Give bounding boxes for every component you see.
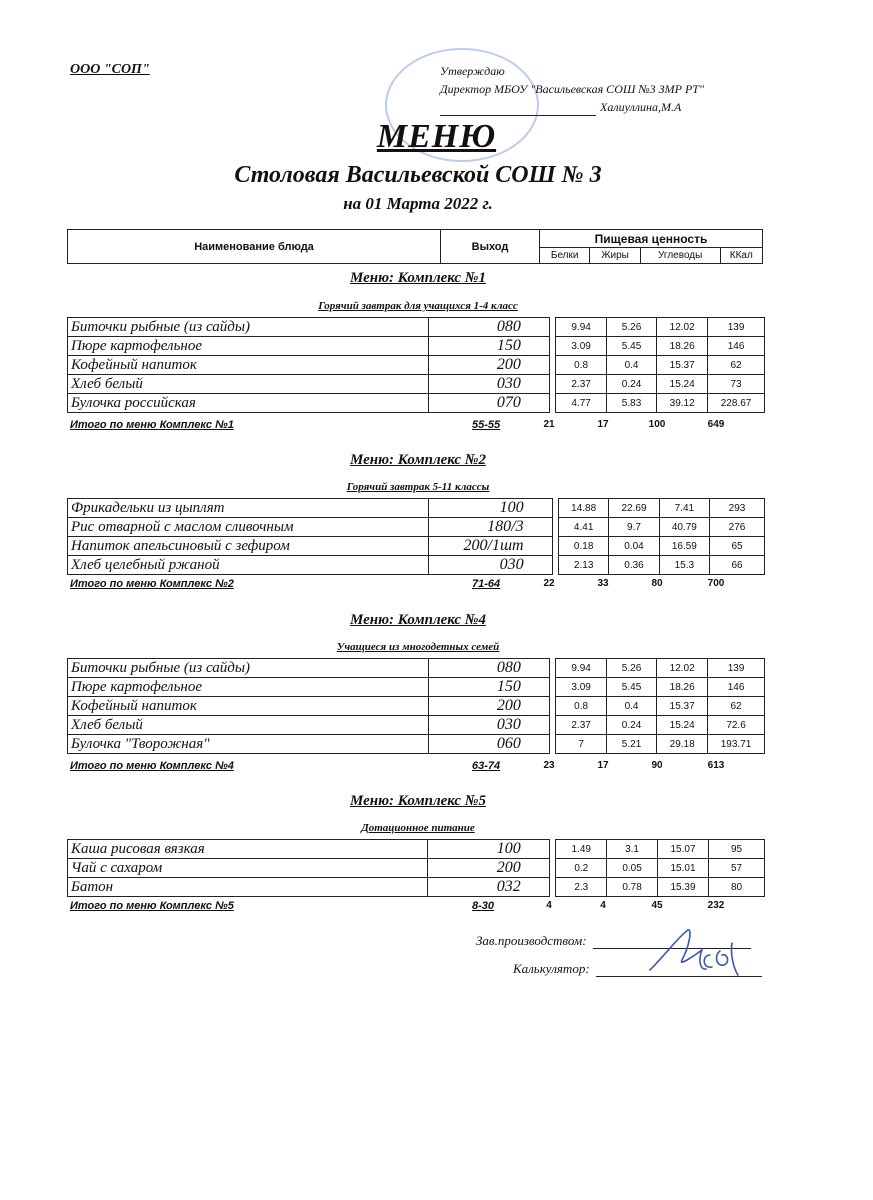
total-carbs: 45 <box>651 900 663 911</box>
header-dish-name: Наименование блюда <box>68 230 441 264</box>
dish-carbs: 15.3 <box>659 556 709 575</box>
dish-output: 180/3 <box>429 518 552 537</box>
total-row <box>70 900 770 916</box>
total-fat: 17 <box>597 419 609 430</box>
total-protein: 4 <box>546 900 552 911</box>
dish-fat: 0.36 <box>609 556 659 575</box>
total-output: 63-74 <box>472 760 501 772</box>
section-title: Меню: Комплекс №1 <box>350 270 486 286</box>
page-subtitle: Столовая Васильевской СОШ № 3 <box>234 162 602 188</box>
table-row <box>68 859 765 878</box>
total-row <box>70 760 770 776</box>
section-title: Меню: Комплекс №4 <box>350 612 486 628</box>
table-row <box>68 518 765 537</box>
section-title: Меню: Комплекс №5 <box>350 793 486 809</box>
total-label: Итого по меню Комплекс №1 <box>70 419 234 431</box>
section-subtitle: Дотационное питание <box>361 822 475 834</box>
dish-kcal: 146 <box>708 678 765 697</box>
dish-carbs: 15.07 <box>657 840 708 859</box>
dish-protein: 2.37 <box>556 375 606 394</box>
dish-fat: 5.21 <box>606 735 656 754</box>
dish-protein: 0.18 <box>558 537 608 556</box>
total-carbs: 100 <box>648 419 666 430</box>
dish-fat: 9.7 <box>609 518 659 537</box>
section-subtitle: Учащиеся из многодетных семей <box>336 641 500 653</box>
dish-carbs: 15.37 <box>657 697 708 716</box>
dish-carbs: 15.37 <box>657 356 708 375</box>
dish-fat: 0.24 <box>606 375 656 394</box>
dish-name: Хлеб белый <box>68 375 429 394</box>
dish-protein: 2.13 <box>558 556 608 575</box>
dish-output: 080 <box>428 318 549 337</box>
section-title: Меню: Комплекс №2 <box>350 452 486 468</box>
table-row <box>68 659 765 678</box>
dish-carbs: 18.26 <box>657 678 708 697</box>
dish-output: 030 <box>429 556 552 575</box>
total-carbs: 90 <box>651 760 663 771</box>
table-row <box>68 878 765 897</box>
menu-table <box>67 498 765 575</box>
table-row <box>68 735 765 754</box>
total-output: 55-55 <box>472 419 501 431</box>
dish-protein: 9.94 <box>556 659 606 678</box>
header-fat: Жиры <box>590 248 640 264</box>
dish-carbs: 12.02 <box>657 659 708 678</box>
dish-name: Напиток апельсиновый с зефиром <box>68 537 429 556</box>
approval-line-2: Директор МБОУ "Васильевская СОШ №3 ЗМР РТ" <box>440 82 704 96</box>
dish-fat: 0.05 <box>607 859 658 878</box>
table-row <box>68 556 765 575</box>
dish-name: Булочка российская <box>68 394 429 413</box>
dish-fat: 5.26 <box>606 318 656 337</box>
table-row <box>68 840 765 859</box>
total-fat: 17 <box>597 760 609 771</box>
total-protein: 22 <box>543 578 555 589</box>
approval-line-1: Утверждаю <box>440 64 505 78</box>
dish-protein: 2.3 <box>556 878 607 897</box>
total-kcal: 232 <box>707 900 725 911</box>
dish-protein: 4.41 <box>558 518 608 537</box>
approval-line-3 <box>440 98 780 116</box>
dish-kcal: 139 <box>708 659 765 678</box>
total-protein: 23 <box>543 760 555 771</box>
table-row <box>68 356 765 375</box>
dish-kcal: 73 <box>708 375 765 394</box>
dish-output: 200/1шт <box>429 537 552 556</box>
dish-output: 030 <box>428 716 549 735</box>
dish-name: Пюре картофельное <box>68 337 429 356</box>
header-carbs: Углеводы <box>640 248 720 264</box>
dish-name: Кофейный напиток <box>68 697 429 716</box>
dish-name: Кофейный напиток <box>68 356 429 375</box>
dish-output: 150 <box>428 678 549 697</box>
dish-kcal: 65 <box>710 537 765 556</box>
dish-kcal: 72.6 <box>708 716 765 735</box>
dish-fat: 0.04 <box>609 537 659 556</box>
dish-kcal: 276 <box>710 518 765 537</box>
dish-fat: 3.1 <box>607 840 658 859</box>
dish-carbs: 29.18 <box>657 735 708 754</box>
total-label: Итого по меню Комплекс №2 <box>70 578 234 590</box>
dish-carbs: 16.59 <box>659 537 709 556</box>
dish-fat: 0.78 <box>607 878 658 897</box>
dish-name: Батон <box>68 878 428 897</box>
dish-fat: 5.45 <box>606 678 656 697</box>
dish-kcal: 66 <box>710 556 765 575</box>
dish-fat: 0.4 <box>606 697 656 716</box>
dish-carbs: 18.26 <box>657 337 708 356</box>
section-subtitle: Горячий завтрак для учащихся 1-4 класс <box>318 300 518 312</box>
menu-date: на 01 Марта 2022 г. <box>343 194 493 213</box>
dish-carbs: 15.24 <box>657 375 708 394</box>
dish-fat: 5.45 <box>606 337 656 356</box>
dish-output: 150 <box>428 337 549 356</box>
dish-carbs: 12.02 <box>657 318 708 337</box>
dish-kcal: 62 <box>708 356 765 375</box>
dish-name: Биточки рыбные (из сайды) <box>68 659 429 678</box>
approval-signature-line <box>440 115 596 116</box>
total-row <box>70 419 770 435</box>
dish-name: Хлеб целебный ржаной <box>68 556 429 575</box>
total-label: Итого по меню Комплекс №4 <box>70 760 234 772</box>
dish-output: 060 <box>428 735 549 754</box>
total-protein: 21 <box>543 419 555 430</box>
dish-output: 032 <box>427 878 549 897</box>
table-row <box>68 716 765 735</box>
menu-table <box>67 658 765 754</box>
dish-output: 200 <box>428 356 549 375</box>
production-manager-label: Зав.производством: <box>476 933 587 948</box>
total-output: 8-30 <box>472 900 495 912</box>
dish-protein: 0.8 <box>556 356 606 375</box>
dish-output: 200 <box>428 697 549 716</box>
dish-kcal: 95 <box>709 840 765 859</box>
total-label: Итого по меню Комплекс №5 <box>70 900 234 912</box>
table-row <box>68 337 765 356</box>
total-kcal: 613 <box>707 760 725 771</box>
dish-protein: 3.09 <box>556 678 606 697</box>
table-row <box>68 394 765 413</box>
column-header-table <box>67 229 763 264</box>
dish-name: Булочка "Творожная" <box>68 735 429 754</box>
dish-fat: 5.83 <box>606 394 656 413</box>
dish-output: 080 <box>428 659 549 678</box>
dish-protein: 7 <box>556 735 606 754</box>
total-kcal: 700 <box>707 578 725 589</box>
dish-output: 030 <box>428 375 549 394</box>
dish-kcal: 146 <box>708 337 765 356</box>
section-subtitle: Горячий завтрак 5-11 классы <box>346 481 490 493</box>
dish-fat: 0.4 <box>606 356 656 375</box>
dish-output: 070 <box>428 394 549 413</box>
dish-kcal: 228.67 <box>708 394 765 413</box>
dish-fat: 0.24 <box>606 716 656 735</box>
dish-protein: 4.77 <box>556 394 606 413</box>
dish-kcal: 80 <box>709 878 765 897</box>
dish-output: 100 <box>427 840 549 859</box>
dish-carbs: 15.24 <box>657 716 708 735</box>
dish-protein: 9.94 <box>556 318 606 337</box>
total-fat: 33 <box>597 578 609 589</box>
dish-protein: 0.8 <box>556 697 606 716</box>
dish-protein: 1.49 <box>556 840 607 859</box>
calculator-label: Калькулятор: <box>513 961 590 976</box>
dish-output: 200 <box>427 859 549 878</box>
dish-kcal: 193.71 <box>708 735 765 754</box>
dish-kcal: 293 <box>710 499 765 518</box>
table-row <box>68 375 765 394</box>
dish-name: Каша рисовая вязкая <box>68 840 428 859</box>
dish-name: Фрикадельки из цыплят <box>68 499 429 518</box>
dish-fat: 5.26 <box>606 659 656 678</box>
header-protein: Белки <box>540 248 590 264</box>
handwritten-signature <box>640 925 750 980</box>
dish-name: Биточки рыбные (из сайды) <box>68 318 429 337</box>
approval-block <box>440 62 780 116</box>
dish-fat: 22.69 <box>609 499 659 518</box>
dish-output: 100 <box>429 499 552 518</box>
table-row <box>68 678 765 697</box>
header-nutrition: Пищевая ценность <box>540 230 763 248</box>
total-carbs: 80 <box>651 578 663 589</box>
dish-name: Пюре картофельное <box>68 678 429 697</box>
table-row <box>68 499 765 518</box>
menu-table <box>67 839 765 897</box>
table-row <box>68 318 765 337</box>
dish-kcal: 57 <box>709 859 765 878</box>
dish-carbs: 39.12 <box>657 394 708 413</box>
organization-name: ООО "СОП" <box>70 62 150 77</box>
total-output: 71-64 <box>472 578 501 590</box>
dish-name: Чай с сахаром <box>68 859 428 878</box>
header-output: Выход <box>441 230 540 264</box>
dish-carbs: 7.41 <box>659 499 709 518</box>
dish-protein: 3.09 <box>556 337 606 356</box>
dish-carbs: 15.01 <box>657 859 708 878</box>
dish-name: Рис отварной с маслом сливочным <box>68 518 429 537</box>
dish-carbs: 40.79 <box>659 518 709 537</box>
dish-carbs: 15.39 <box>657 878 708 897</box>
page-title: МЕНЮ <box>376 118 497 155</box>
approval-director-name: Халиуллина,М.А <box>600 100 682 114</box>
dish-protein: 14.88 <box>558 499 608 518</box>
table-row <box>68 697 765 716</box>
header-kcal: ККал <box>720 248 762 264</box>
total-kcal: 649 <box>707 419 725 430</box>
total-fat: 4 <box>600 900 606 911</box>
total-row <box>70 578 770 594</box>
dish-protein: 0.2 <box>556 859 607 878</box>
dish-kcal: 139 <box>708 318 765 337</box>
dish-kcal: 62 <box>708 697 765 716</box>
table-row <box>68 537 765 556</box>
menu-table <box>67 317 765 413</box>
dish-name: Хлеб белый <box>68 716 429 735</box>
dish-protein: 2.37 <box>556 716 606 735</box>
